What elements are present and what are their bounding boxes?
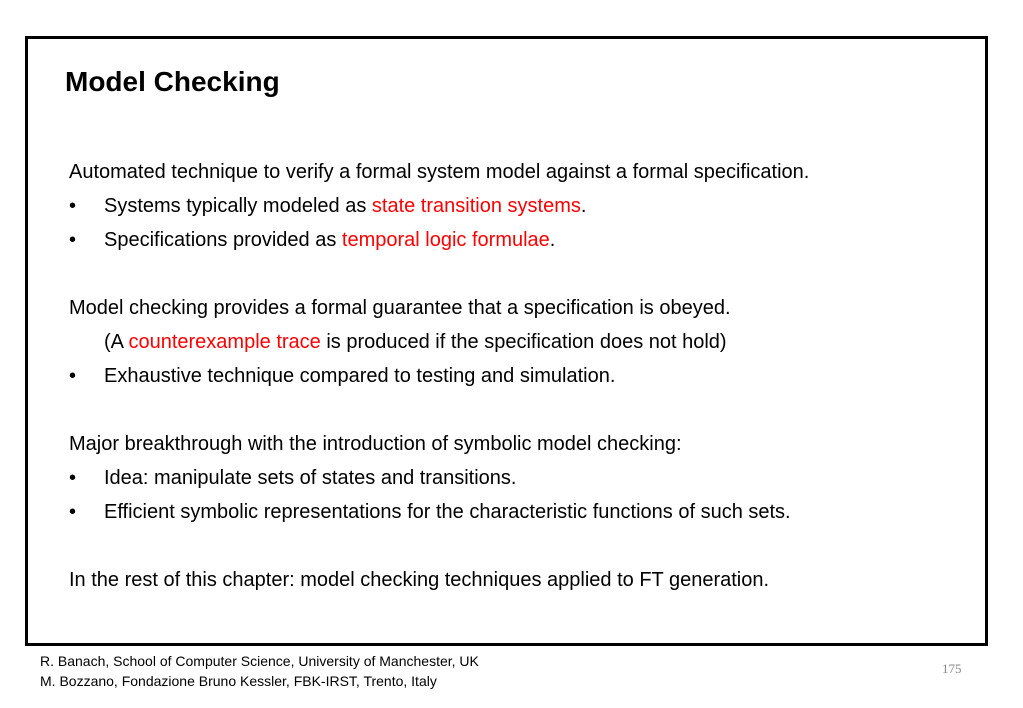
bullet-marker: • <box>69 365 77 387</box>
highlight-state-transition-systems: state transition systems <box>371 195 581 217</box>
breakthrough-text: Major breakthrough with the introduction of symbolic model checking: <box>69 433 682 455</box>
bullet-marker: • <box>69 229 77 251</box>
highlight-counterexample-trace: counterexample trace <box>128 331 321 353</box>
bullet-marker: • <box>69 467 77 489</box>
highlight-temporal-logic-formulae: temporal logic formulae <box>341 229 550 251</box>
guarantee-text: Model checking provides a formal guarantee that a specification is obeyed. <box>69 297 731 319</box>
footer-author-2: M. Bozzano, Fondazione Bruno Kessler, FBK-IRST, Trento, Italy <box>40 673 437 689</box>
bullet-exhaustive: Exhaustive technique compared to testing and simulation. <box>104 365 616 387</box>
footer-author-1: R. Banach, School of Computer Science, University of Manchester, UK <box>40 653 479 669</box>
bullet-idea: Idea: manipulate sets of states and transitions. <box>104 467 517 489</box>
counterexample-note: (A counterexample trace is produced if the specification does not hold) <box>104 331 727 353</box>
bullet-marker: • <box>69 501 77 523</box>
bullet-efficient: Efficient symbolic representations for the characteristic functions of such sets. <box>104 501 791 523</box>
bullet-temporal-logic: Specifications provided as temporal logic formulae. <box>104 229 556 251</box>
intro-text: Automated technique to verify a formal system model against a formal specification. <box>69 161 810 183</box>
bullet-state-transition: Systems typically modeled as state transition systems. <box>104 195 587 217</box>
chapter-note: In the rest of this chapter: model checking techniques applied to FT generation. <box>69 569 770 591</box>
bullet-marker: • <box>69 195 77 217</box>
page-number: 175 <box>942 661 962 676</box>
slide-title: Model Checking <box>65 66 280 97</box>
